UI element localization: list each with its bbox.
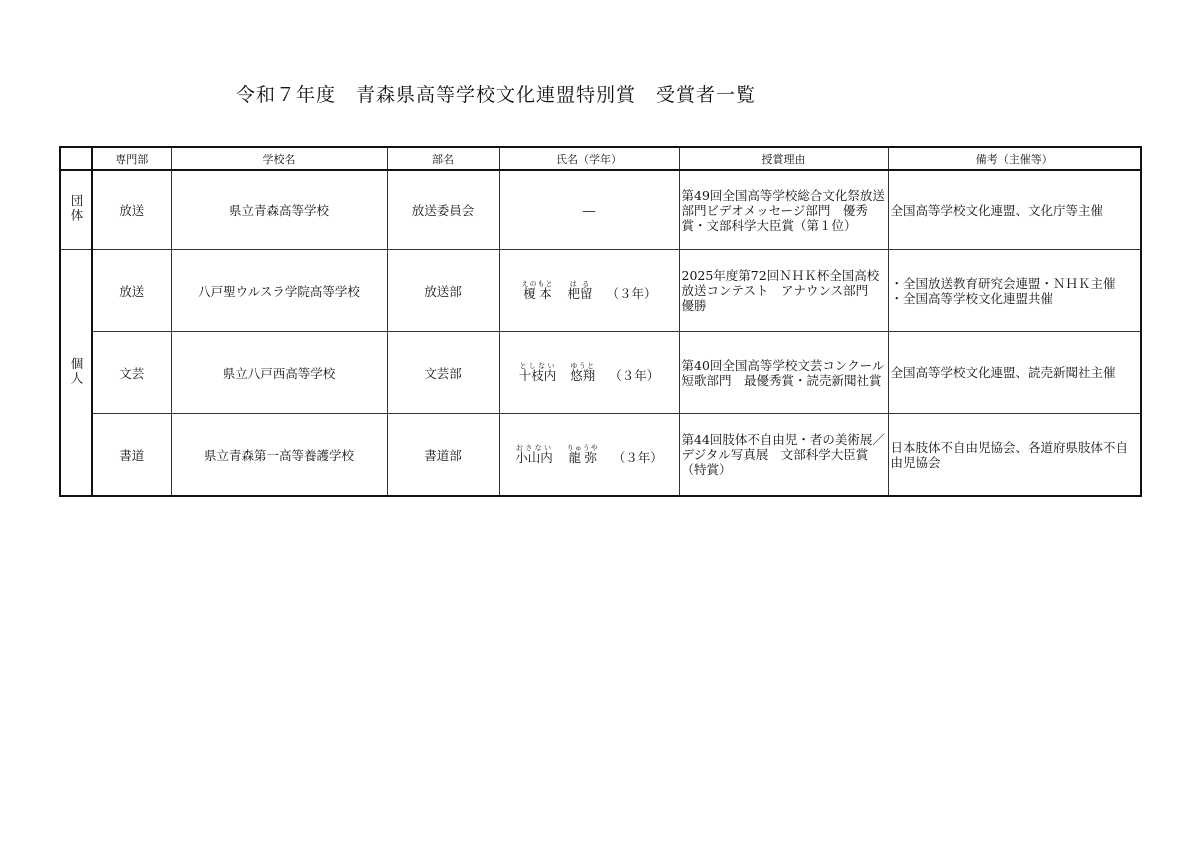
grade-label: （３年） (612, 449, 663, 465)
grade-label: （３年） (609, 367, 660, 383)
surname-text: 十枝内 (518, 367, 557, 383)
table-row (60, 250, 1141, 332)
name-cell (499, 332, 679, 414)
header-reason: 授賞理由 (679, 147, 888, 170)
reason-cell: 第49回全国高等学校総合文化祭放送部門ビデオメッセージ部門 優秀賞・文部科学大臣賞（第１位） (679, 170, 888, 250)
header-dept: 専門部 (92, 147, 171, 170)
school-cell: 県立八戸西高等学校 (171, 332, 387, 414)
header-club: 部名 (387, 147, 499, 170)
surname (515, 444, 553, 466)
surname-reading: おさない (515, 443, 553, 452)
dept-cell: 文芸 (92, 332, 171, 414)
given-name-text: 龍弥 (566, 449, 599, 465)
page-title: 令和７年度 青森県高等学校文化連盟特別賞 受賞者一覧 (236, 84, 757, 106)
given-name-reading: ゆうと (570, 361, 596, 370)
header-school: 学校名 (171, 147, 387, 170)
student-name (515, 444, 663, 466)
reason-cell: 第44回肢体不自由児・者の美術展／デジタル写真展 文部科学大臣賞（特賞） (679, 414, 888, 497)
club-cell: 放送委員会 (387, 170, 499, 250)
remarks-cell (888, 250, 1141, 332)
remarks-cell: 全国高等学校文化連盟、文化庁等主催 (888, 170, 1141, 250)
surname (521, 280, 553, 302)
name-cell (499, 250, 679, 332)
awards-table (59, 146, 1142, 497)
header-remarks: 備考（主催等） (888, 147, 1141, 170)
name-cell: ― (499, 170, 679, 250)
header-name: 氏名（学年） (499, 147, 679, 170)
dept-cell: 放送 (92, 250, 171, 332)
name-cell (499, 414, 679, 497)
school-cell: 県立青森第一高等養護学校 (171, 414, 387, 497)
surname-text: 榎本 (521, 285, 554, 301)
surname-reading: としない (518, 361, 557, 370)
remarks-line: ・全国放送教育研究会連盟・ＮＨＫ主催 (890, 275, 1116, 291)
category-group-label: 団体 (69, 194, 84, 223)
category-group-cell (60, 170, 92, 250)
given-name-text: 杷留 (567, 285, 593, 301)
school-cell: 八戸聖ウルスラ学院高等学校 (171, 250, 387, 332)
given-name-reading: りゅうや (566, 443, 599, 452)
table-row (60, 414, 1141, 497)
table-row (60, 170, 1141, 250)
dept-cell: 書道 (92, 414, 171, 497)
given-name (567, 280, 592, 302)
club-cell: 放送部 (387, 250, 499, 332)
surname-text: 小山内 (515, 449, 553, 465)
dept-cell: 放送 (92, 170, 171, 250)
club-cell: 文芸部 (387, 332, 499, 414)
student-name (521, 280, 656, 302)
surname-reading: えのもと (521, 279, 554, 288)
reason-cell: 第40回全国高等学校文芸コンクール 短歌部門 最優秀賞・読売新聞社賞 (679, 332, 888, 414)
school-cell: 県立青森高等学校 (171, 170, 387, 250)
reason-cell: 2025年度第72回ＮＨＫ杯全国高校放送コンテスト アナウンス部門 優勝 (679, 250, 888, 332)
surname (519, 362, 557, 384)
given-name (570, 362, 595, 384)
header-blank (60, 147, 92, 170)
remarks-cell: 全国高等学校文化連盟、読売新聞社主催 (888, 332, 1141, 414)
grade-label: （３年） (606, 285, 657, 301)
category-individual-cell (60, 250, 92, 497)
table-header-row (60, 147, 1141, 170)
given-name-text: 悠翔 (570, 367, 596, 383)
given-name-reading: はる (567, 279, 593, 288)
table-row (60, 332, 1141, 414)
remarks-line: ・全国高等学校文化連盟共催 (890, 290, 1054, 306)
category-individual-label: 個人 (69, 356, 84, 386)
club-cell: 書道部 (387, 414, 499, 497)
student-name (519, 362, 660, 384)
remarks-cell: 日本肢体不自由児協会、各道府県肢体不自由児協会 (888, 414, 1141, 497)
given-name (567, 444, 599, 466)
